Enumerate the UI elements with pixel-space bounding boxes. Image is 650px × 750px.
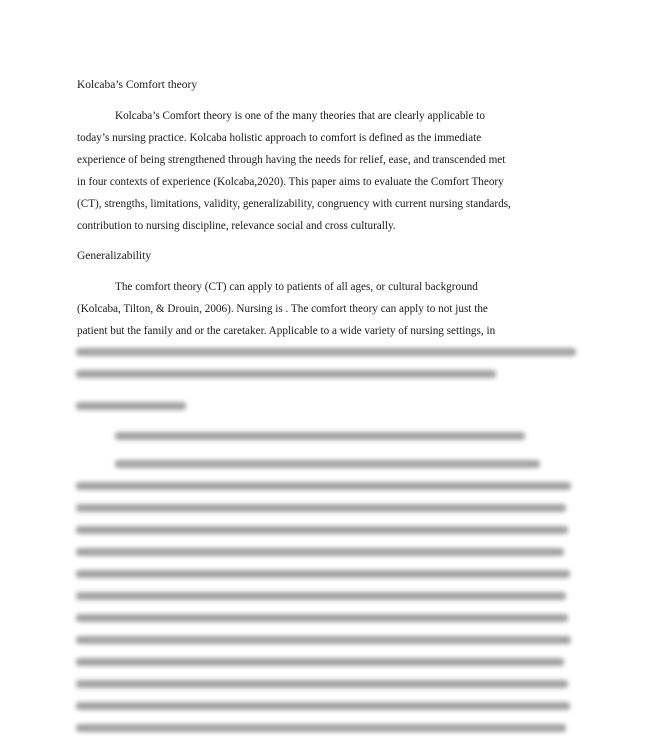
blurred-line (115, 432, 525, 440)
blurred-line (76, 348, 576, 356)
blurred-line (76, 614, 568, 622)
section-heading-comfort-theory: Kolcaba’s Comfort theory (77, 79, 198, 91)
blurred-line (76, 526, 568, 534)
blurred-line (76, 370, 496, 378)
blurred-preview-region (70, 340, 580, 750)
blurred-line (76, 504, 566, 512)
paragraph-line: (Kolcaba, Tilton, & Drouin, 2006). Nursing is . The comfort theory can apply to not just the (77, 303, 488, 315)
paragraph-line: patient but the family and or the caretaker. Applicable to a wide variety of nursing settings, in (77, 325, 496, 337)
blurred-line (76, 402, 186, 410)
paragraph-line: (CT), strengths, limitations, validity, generalizability, congruency with current nursing standards, (77, 198, 511, 210)
paragraph-line: in four contexts of experience (Kolcaba,2020). This paper aims to evaluate the Comfort Theory (77, 176, 504, 188)
blurred-line (76, 702, 570, 710)
section-heading-generalizability: Generalizability (77, 250, 152, 262)
blurred-line (76, 548, 564, 556)
blurred-line (115, 460, 540, 468)
blurred-line (76, 724, 566, 732)
paragraph-line: experience of being strengthened through having the needs for relief, ease, and transcended met (77, 154, 506, 166)
paragraph-line: today’s nursing practice. Kolcaba holistic approach to comfort is defined as the immediate (77, 132, 482, 144)
blurred-line (76, 482, 571, 490)
blurred-line (76, 658, 564, 666)
paragraph-line: The comfort theory (CT) can apply to patients of all ages, or cultural background (115, 281, 478, 293)
paragraph-line: Kolcaba’s Comfort theory is one of the many theories that are clearly applicable to (115, 110, 485, 122)
blurred-line (76, 680, 568, 688)
blurred-line (76, 570, 570, 578)
blurred-line (76, 636, 571, 644)
paragraph-line: contribution to nursing discipline, relevance social and cross culturally. (77, 220, 396, 232)
blurred-line (76, 592, 566, 600)
